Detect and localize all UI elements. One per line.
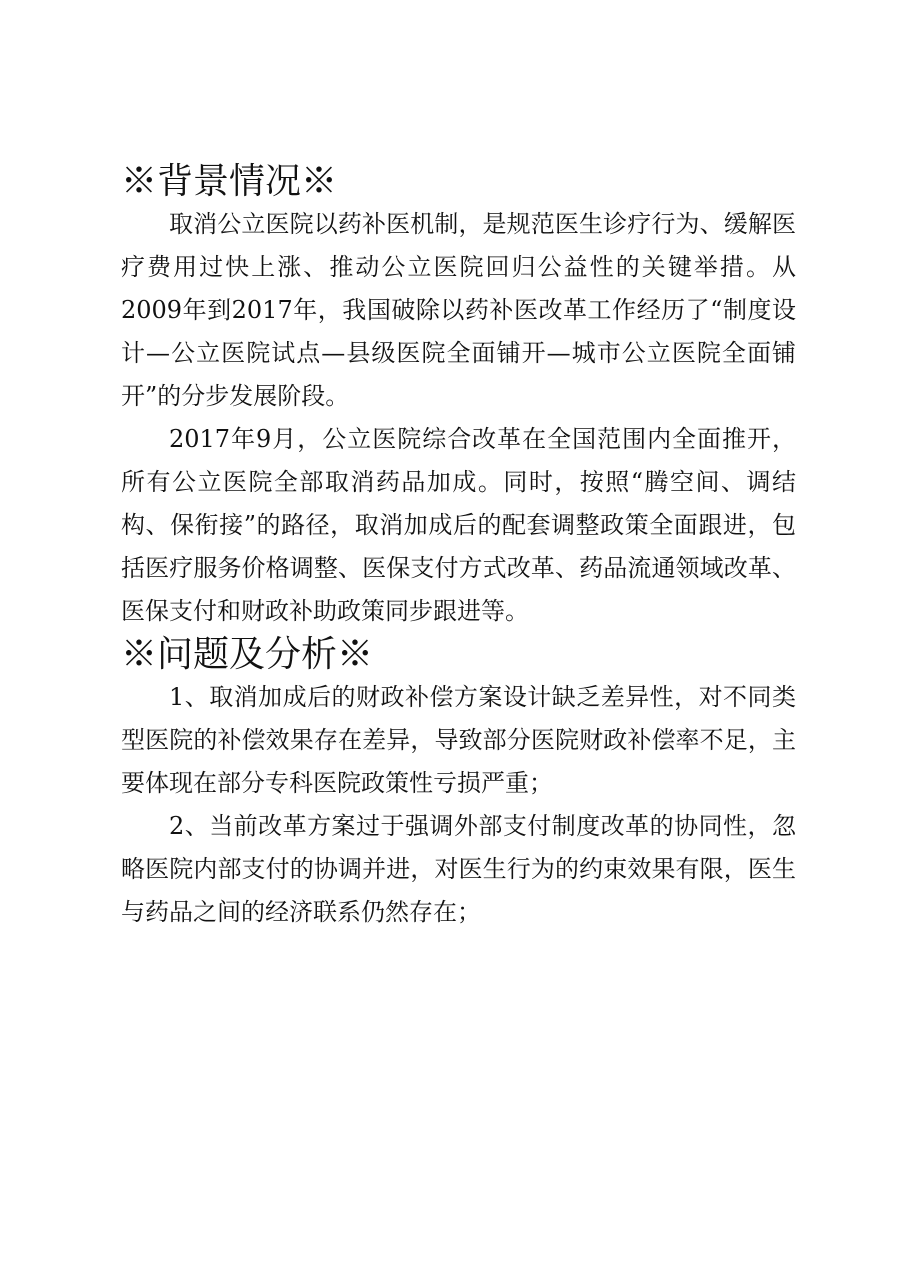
paragraph-problem-1: 1、取消加成后的财政补偿方案设计缺乏差异性，对不同类型医院的补偿效果存在差异，导致部分医院财政补偿率不足，主要体现在部分专科医院政策性亏损严重； [121, 683, 796, 797]
paragraph-background-2: 2017年9月，公立医院综合改革在全国范围内全面推开，所有公立医院全部取消药品加成。同时，按照“腾空间、调结构、保衔接”的路径，取消加成后的配套调整政策全面跟进，包括医疗服务价格调整、医保支付方式改革、药品流通领域改革、医保支付和财政补助政策同步跟进等。 [121, 425, 796, 625]
section-heading-problems: ※问题及分析※ [121, 634, 374, 675]
paragraph-problem-2: 2、当前改革方案过于强调外部支付制度改革的协同性，忽略医院内部支付的协调并进，对医生行为的约束效果有限，医生与药品之间的经济联系仍然存在； [121, 812, 796, 926]
paragraph-background-1: 取消公立医院以药补医机制，是规范医生诊疗行为、缓解医疗费用过快上涨、推动公立医院回归公益性的关键举措。从2009年到2017年，我国破除以药补医改革工作经历了“制度设计—公立医院试点—县级医院全面铺开—城市公立医院全面铺开”的分步发展阶段。 [121, 210, 796, 410]
document-body [121, 160, 796, 934]
section-heading-background: ※背景情况※ [121, 161, 338, 202]
